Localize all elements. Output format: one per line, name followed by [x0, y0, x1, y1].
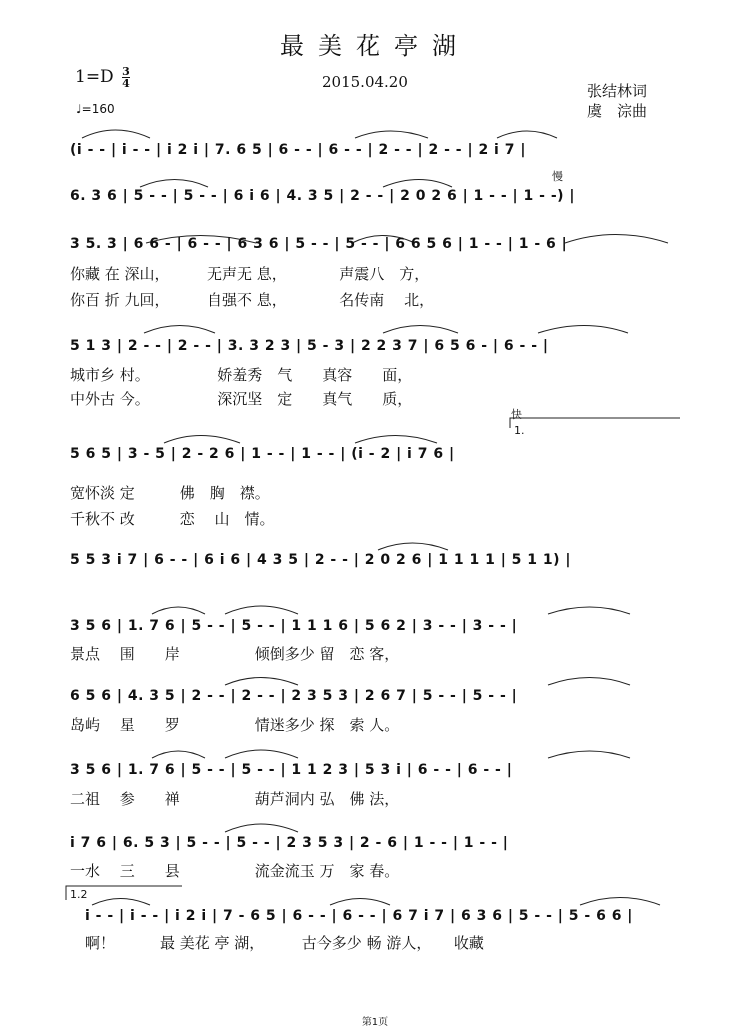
score-line-10-lyrics: 一水 三 县 流金流玉 万 家 春。 [70, 862, 400, 880]
score-line-3-lyrics-2: 你百 折 九回， 自强不 息， 名传南 北， [70, 291, 435, 309]
key-label: 1=D [75, 67, 114, 87]
time-signature-bottom: 4 [122, 77, 130, 90]
score-line-5-notes: 5 6 5 | 3 - 5 | 2 - 2 6 | 1 - - | 1 - - | (i - 2 | i 7 6 | [70, 446, 455, 462]
score-line-5-lyrics-1: 宽怀淡 定 佛 胸 襟。 [70, 484, 270, 502]
score-line-10-notes: i 7 6 | 6. 5 3 | 5 - - | 5 - - | 2 3 5 3 | 2 - 6 | 1 - - | 1 - - | [70, 835, 509, 851]
time-signature-top: 3 [122, 65, 130, 78]
score-line-5-lyrics-2: 千秋不 改 恋 山 情。 [70, 510, 275, 528]
score-line-8-notes: 6 5 6 | 4. 3 5 | 2 - - | 2 - - | 2 3 5 3 | 2 6 7 | 5 - - | 5 - - | [70, 688, 518, 704]
score-line-9-notes: 3 5 6 | 1. 7 6 | 5 - - | 5 - - | 1 1 2 3 | 5 3 i | 6 - - | 6 - - | [70, 762, 513, 778]
page-number: 第1页 [361, 1017, 389, 1028]
score-line-7-notes: 3 5 6 | 1. 7 6 | 5 - - | 5 - - | 1 1 1 6 | 5 6 2 | 3 - - | 3 - - | [70, 618, 518, 634]
score-line-8-lyrics: 岛屿 星 罗 情迷多少 探 索 人。 [70, 716, 400, 734]
score-line-4-notes: 5 1 3 | 2 - - | 2 - - | 3. 3 2 3 | 5 - 3 | 2 2 3 7 | 6 5 6 - | 6 - - | [70, 338, 549, 354]
lyricist-credit: 张结林词 [587, 82, 648, 100]
score-line-7-lyrics: 景点 围 岸 倾倒多少 留 恋 客， [70, 645, 400, 663]
volta-2-label: 1.2 [70, 888, 88, 901]
slow-mark: 慢 [552, 170, 563, 183]
score-line-11-lyrics: 啊！ 最 美花 亭 湖， 古今多少 畅 游人， 收藏 [85, 934, 484, 952]
score-line-4-lyrics-1: 城市乡 村。 娇羞秀 气 真容 面， [70, 366, 413, 384]
score-line-9-lyrics: 二祖 参 禅 葫芦洞内 弘 佛 法， [70, 790, 400, 808]
composition-date: 2015.04.20 [322, 73, 408, 91]
volta-1-label: 1. [514, 424, 525, 437]
score-line-1-notes: (i - - | i - - | i 2 i | 7. 6 5 | 6 - - | 6 - - | 2 - - | 2 - - | 2 i 7 | [70, 142, 526, 158]
composer-credit: 虞 淙曲 [587, 102, 648, 120]
fast-mark: 快 [511, 408, 522, 421]
score-line-3-lyrics-1: 你藏 在 深山， 无声无 息， 声震八 方， [70, 265, 430, 283]
score-line-6-notes: 5 5 3 i 7 | 6 - - | 6 i 6 | 4 3 5 | 2 - - | 2 0 2 6 | 1 1 1 1 | 5 1 1) | [70, 552, 572, 568]
page-title: 最美花亭湖 [280, 32, 470, 60]
score-line-4-lyrics-2: 中外古 今。 深沉坚 定 真气 质， [70, 390, 413, 408]
score-line-11-notes: i - - | i - - | i 2 i | 7 - 6 5 | 6 - - | 6 - - | 6 7 i 7 | 6 3 6 | 5 - - | 5 - 6 6 | [85, 908, 633, 924]
score-line-3-notes: 3 5. 3 | 6 6 - | 6 - - | 6 3 6 | 5 - - | 5 - - | 6 6 5 6 | 1 - - | 1 - 6 | [70, 236, 568, 252]
tempo-mark: ♩=160 [76, 102, 115, 116]
score-line-2-notes: 6. 3 6 | 5 - - | 5 - - | 6 i 6 | 4. 3 5 | 2 - - | 2 0 2 6 | 1 - - | 1 - -) | [70, 188, 576, 204]
